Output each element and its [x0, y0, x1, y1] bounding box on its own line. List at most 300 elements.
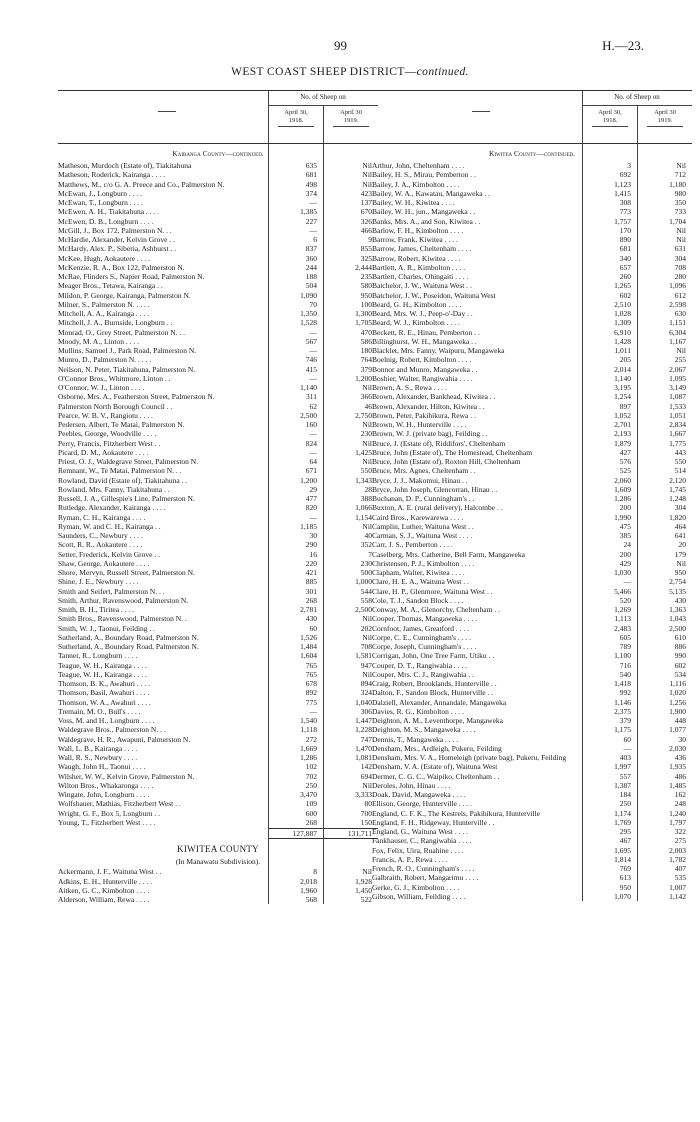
sheep-1919: 1,066 — [355, 503, 372, 513]
sheep-1919: 280 — [674, 272, 686, 281]
sheep-1918: — — [309, 198, 317, 207]
sheep-1918: 702 — [305, 771, 317, 781]
sheep-1918: 1,960 — [300, 885, 317, 895]
sheep-1918: 6 — [313, 235, 317, 244]
sheep-1919: 379 — [360, 364, 372, 374]
table-row — [58, 411, 378, 420]
sheep-1919: 470 — [360, 327, 372, 337]
table-row — [58, 466, 378, 475]
table-row — [58, 725, 378, 734]
table-row — [372, 846, 692, 855]
owner-name: Thomson, W. A., Awahuri . . . . — [58, 697, 151, 707]
table-row — [372, 226, 692, 235]
owner-name: Barlow, F. H., Kimbolton . . . . — [372, 225, 464, 235]
owner-name: Adkins, E. H., Hunterville . . . . — [58, 876, 152, 886]
sheep-1919: 2,030 — [669, 743, 686, 753]
table-row — [58, 429, 378, 438]
sheep-1919: Nil — [362, 669, 372, 679]
owner-name: Mitchell, A. A., Kairanga . . . . — [58, 309, 150, 318]
owner-name: Setter, Frederick, Kelvin Grove . . — [58, 549, 160, 559]
owner-name: Peebles, George, Woodville . . . . — [58, 429, 157, 439]
owner-name: Neilson, N. Peter, Tiakitahuna, Palmerston N. — [58, 364, 196, 374]
owner-name: Matheson, Roderick, Kairanga . . . . — [58, 170, 166, 180]
table-row — [58, 550, 378, 559]
sheep-1919: 1,705 — [355, 318, 372, 328]
section-heading-kiwitea: KIWITEA COUNTY — [177, 844, 259, 855]
table-row — [372, 744, 692, 753]
table-row — [58, 707, 378, 716]
sheep-1918: — — [309, 706, 317, 716]
sheep-1919: 137 — [360, 198, 372, 207]
sheep-1918: 1,174 — [614, 808, 631, 818]
owner-name: Bryce, John Joseph, Glencorran, Hinau . . — [372, 484, 498, 494]
sheep-1918: 1,185 — [300, 521, 317, 531]
table-row — [372, 494, 692, 503]
sheep-1919: 1,116 — [669, 679, 686, 688]
sheep-1918: 467 — [619, 836, 631, 846]
sheep-1919: 142 — [360, 762, 372, 772]
table-row — [58, 207, 378, 216]
sheep-1919: 5,135 — [669, 586, 686, 596]
sheep-1919: 304 — [674, 503, 686, 513]
owner-name: Brown, Peter, Pakihikura, Rewa . . — [372, 410, 476, 420]
table-row — [372, 605, 692, 614]
owner-name: Matheson, Murdoch (Estate of), Tiakitahuna — [58, 161, 192, 170]
sheep-1919: 1,007 — [669, 882, 686, 892]
sheep-1919: 443 — [674, 447, 686, 457]
owner-name: Pedersen, Albert, Te Matai, Palmerston N. — [58, 420, 185, 429]
sheep-1919: 1,485 — [669, 780, 686, 790]
table-row — [372, 235, 692, 244]
table-row — [372, 346, 692, 355]
owner-name: Fankhauser, C., Rangiwahia . . . . — [372, 836, 472, 846]
owner-name: McKenzie, R. A., Box 122, Palmerston N. — [58, 262, 185, 272]
sheep-1919: 325 — [360, 253, 372, 263]
table-row — [58, 587, 378, 596]
sheep-1919: 631 — [674, 244, 686, 254]
owner-name: Shaw, George, Aokautere . . . . — [58, 558, 150, 568]
owner-name: Aitken, G. C., Kimbolton . . . . — [58, 885, 150, 895]
owner-name: Densham, V. A. (Estate of), Waituna West — [372, 762, 498, 772]
table-row — [58, 420, 378, 429]
sheep-1918: 2,701 — [614, 420, 631, 429]
sheep-1919: 1,667 — [669, 429, 686, 439]
sheep-1919: 100 — [360, 299, 372, 309]
sheep-1919: 2,067 — [669, 364, 686, 374]
sheep-1918: — — [309, 512, 317, 522]
sheep-1919: Nil — [362, 383, 372, 392]
sheep-1918: 260 — [619, 272, 631, 281]
owner-name: Rowland, David (Estate of), Tiakitahuna . . — [58, 475, 188, 485]
sheep-1919: 2,500 — [355, 605, 372, 614]
table-row — [372, 328, 692, 337]
sheep-1918: — — [623, 577, 631, 587]
page-title — [0, 66, 700, 78]
sheep-1919: 2,598 — [669, 299, 686, 309]
table-row — [372, 688, 692, 697]
owner-name: Gerke, G. J., Kimbolton . . . . — [372, 882, 460, 892]
owner-name: Bailey, W. A., Kawatau, Mangaweka . . — [372, 188, 491, 198]
sheep-1919: 1,151 — [669, 318, 686, 328]
owner-name: Monrad, O., Grey Street, Palmerston N. . . — [58, 327, 186, 337]
owner-name: Bruce, John (Estate of), Roxton Hill, Cheltenham — [372, 457, 521, 466]
sheep-1918: 170 — [619, 225, 631, 235]
sheep-1918: 1,990 — [614, 512, 631, 522]
sheep-1918: 635 — [305, 161, 317, 170]
table-row — [372, 429, 692, 438]
table-row — [58, 661, 378, 670]
sheep-1918: 184 — [619, 790, 631, 799]
sheep-1919: 1,300 — [355, 309, 372, 318]
sheep-1919: Nil — [362, 438, 372, 448]
sheep-1918: 374 — [305, 188, 317, 198]
sheep-1919: 430 — [674, 595, 686, 605]
owner-name: McKee, Hugh, Aokautere . . . . — [58, 253, 151, 263]
sheep-1918: 16 — [309, 549, 317, 559]
owner-name: Perry, Francis, Fitzherbert West . . — [58, 438, 161, 448]
owner-name: Camplin, Luther, Waituna West . . — [372, 521, 474, 531]
table-row — [58, 886, 378, 895]
sheep-1919: 1,180 — [669, 179, 686, 189]
table-row — [372, 855, 692, 864]
sheep-1919: Nil — [676, 161, 686, 170]
owner-name: Dalton, F., Sandon Block, Hunterville . . — [372, 688, 494, 698]
sheep-1919: 3,333 — [355, 790, 372, 799]
sheep-1919: 1,200 — [355, 373, 372, 383]
sheep-1918: 220 — [305, 558, 317, 568]
owner-name: Gibson, William, Feilding . . . . — [372, 891, 466, 901]
sheep-1918: 385 — [619, 531, 631, 540]
owner-name: Waldegrave, H. R., Awapuni, Palmerston N. — [58, 734, 191, 744]
table-row — [58, 744, 378, 753]
sheep-on-header: No. of Sheep on — [582, 93, 692, 106]
sheep-1918: 1,175 — [614, 725, 631, 735]
table-row — [372, 355, 692, 364]
owner-name: Davies, R. G., Kimbolton . . . . — [372, 706, 464, 716]
sheep-1918: 30 — [309, 531, 317, 540]
sheep-1918: 1,028 — [614, 309, 631, 318]
owner-name: Tremain, M. O., Bull's . . . . — [58, 706, 141, 716]
sheep-1918: 1,309 — [614, 318, 631, 328]
sheep-1918: 311 — [306, 392, 317, 402]
sheep-1918: 1,200 — [300, 475, 317, 485]
owner-name: Brown, W. J. (private bag), Feilding . . — [372, 429, 488, 439]
owner-name: Smith and Seifert, Palmerston N. . . — [58, 586, 165, 596]
table-row — [58, 402, 378, 411]
owner-name: Palmerston North Borough Council . . — [58, 401, 173, 411]
header-1919: April 30 1919. — [324, 109, 378, 127]
table-row — [58, 337, 378, 346]
owner-name: Smith, B. H., Tiritea . . . . — [58, 605, 135, 614]
sheep-1919: 324 — [360, 688, 372, 698]
table-row — [58, 374, 378, 383]
owner-name: Densham, Mrs. V. A., Homeleigh (private bag), Pukeru, Feilding — [372, 753, 567, 762]
sheep-1918: 678 — [305, 679, 317, 688]
sheep-1918: 295 — [619, 827, 631, 836]
owner-name: Caselberg, Mrs. Catherine, Bell Farm, Mangaweka — [372, 549, 525, 559]
sheep-1919: 602 — [674, 660, 686, 670]
sheep-1918: 272 — [305, 734, 317, 744]
sheep-1919: 1,020 — [669, 688, 686, 698]
right-table-body — [372, 144, 692, 901]
table-row — [372, 513, 692, 522]
sheep-1919: 980 — [674, 188, 686, 198]
sheep-1919: 886 — [674, 642, 686, 651]
sheep-1918: 1,997 — [614, 762, 631, 772]
sheep-1918: 60 — [623, 734, 631, 744]
sheep-1918: 1,540 — [300, 716, 317, 725]
table-row — [372, 485, 692, 494]
sheep-1919: 2,444 — [355, 262, 372, 272]
table-row — [58, 642, 378, 651]
sheep-1918: 5,466 — [614, 586, 631, 596]
sheep-1918: 2,060 — [614, 475, 631, 485]
table-row — [58, 716, 378, 725]
left-table-body — [58, 144, 378, 904]
table-row — [58, 596, 378, 605]
owner-name: Waugh, John H., Taonui . . . . — [58, 762, 146, 772]
sheep-1919: 500 — [360, 568, 372, 577]
sheep-1919: 179 — [674, 549, 686, 559]
sheep-1918: 1,146 — [614, 697, 631, 707]
sheep-1919: 464 — [674, 521, 686, 531]
table-row — [372, 170, 692, 179]
owner-name: Bailey, W. H., Kiwitea . . . . — [372, 198, 455, 207]
sheep-1918: 681 — [305, 170, 317, 180]
owner-name: Alderson, William, Rewa . . . . — [58, 895, 150, 904]
table-row — [58, 281, 378, 290]
sheep-1918: 1,052 — [614, 410, 631, 420]
owner-name: Bailey, W. H., jun., Mangaweka . . — [372, 207, 476, 217]
owner-name: Boelnig, Robert, Kimbolton . . . . — [372, 355, 472, 365]
owner-name: McEwen, D. B., Longburn . . . . — [58, 216, 154, 226]
sheep-1919: Nil — [676, 558, 686, 568]
owner-name: Moody, M. A., Linton . . . . — [58, 336, 139, 346]
table-row — [58, 476, 378, 485]
table-row — [372, 892, 692, 901]
sheep-1918: 200 — [619, 549, 631, 559]
owner-name: Shine, J. E., Newbury . . . . — [58, 577, 139, 587]
sheep-1918: 746 — [305, 355, 317, 365]
sheep-1918: 765 — [305, 660, 317, 670]
section-heading: Kiwitea County—continued. — [488, 149, 576, 158]
header-1918: April 30, 1918. — [269, 109, 323, 127]
table-row — [372, 448, 692, 457]
table-row — [58, 790, 378, 799]
table-row — [58, 781, 378, 790]
sheep-1918: 102 — [305, 762, 317, 772]
sheep-1918: 1,604 — [300, 651, 317, 661]
sheep-1918: 769 — [619, 864, 631, 873]
table-row — [58, 309, 378, 318]
owner-name: Bartlett, Charles, Ohingaiti . . . . — [372, 272, 469, 281]
sheep-1918: 600 — [305, 808, 317, 818]
sheep-1918: 290 — [305, 540, 317, 550]
sheep-1919: 2,750 — [355, 410, 372, 420]
sheep-1918: 64 — [309, 457, 317, 466]
owner-name: Saunders, C., Newbury . . . . — [58, 531, 143, 540]
table-row — [58, 346, 378, 355]
table-row — [372, 457, 692, 466]
owner-name: Barrow, James, Cheltenham . . . . — [372, 244, 472, 254]
sheep-1919: Nil — [676, 346, 686, 355]
sheep-1918: 1,140 — [614, 373, 631, 383]
owner-name: Munro, D., Palmerston N. . . . . — [58, 355, 152, 365]
sheep-1919: 535 — [674, 873, 686, 883]
table-row — [58, 670, 378, 679]
sheep-1918: 671 — [305, 466, 317, 476]
sheep-1919: 1,043 — [669, 614, 686, 624]
sheep-1918: 188 — [305, 272, 317, 281]
owner-name: Young, T., Fitzherbert West . . . . — [58, 817, 156, 827]
table-row — [372, 189, 692, 198]
sheep-1918: 2,483 — [614, 623, 631, 633]
sheep-1918: 3,470 — [300, 790, 317, 799]
table-row — [372, 762, 692, 771]
sheep-1918: 205 — [619, 355, 631, 365]
owner-name: Cooper, Thomas, Mangaweka . . . . — [372, 614, 477, 624]
sheep-1918: 1,669 — [300, 743, 317, 753]
table-row — [58, 818, 378, 827]
sheep-1919: 580 — [360, 281, 372, 291]
table-row — [58, 226, 378, 235]
table-row — [372, 402, 692, 411]
sheep-1919: 2,834 — [669, 420, 686, 429]
sheep-1919: 1,167 — [669, 336, 686, 346]
sheep-1918: — — [309, 373, 317, 383]
table-row — [58, 170, 378, 179]
table-row — [58, 753, 378, 762]
table-row — [372, 522, 692, 531]
owner-name: Thomson, B. K., Awahuri . . . . — [58, 679, 151, 688]
sheep-1919: 1,363 — [669, 605, 686, 614]
sheep-1919: 950 — [674, 568, 686, 577]
sheep-1918: 308 — [619, 198, 631, 207]
table-row — [58, 799, 378, 808]
owner-name: McEwen, A. H., Tiakitahuna . . . . — [58, 207, 160, 217]
sheep-1918: 3,195 — [614, 383, 631, 392]
sheep-1919: 486 — [674, 771, 686, 781]
owner-name: Corpe, Joseph, Cunningham's . . . . — [372, 642, 477, 651]
sheep-1919: 855 — [360, 244, 372, 254]
owner-name: Ackermann, J. F., Waituna West . . — [58, 867, 162, 877]
owner-name: Corrigan, John, One Tree Farm, Utiku . . — [372, 651, 495, 661]
sheep-1919: 1,343 — [355, 475, 372, 485]
sheep-1919: Nil — [362, 521, 372, 531]
table-row — [58, 244, 378, 253]
sheep-1919: 1,470 — [355, 743, 372, 753]
sheep-1919: 423 — [360, 188, 372, 198]
table-row — [58, 614, 378, 623]
table-row — [372, 670, 692, 679]
owner-name: Shore, Mervyn, Russell Street, Palmerston N. — [58, 568, 195, 577]
table-row — [372, 383, 692, 392]
owner-name: Voss, M. and H., Longburn . . . . — [58, 716, 155, 725]
sheep-1919: 1,256 — [669, 697, 686, 707]
sheep-1918: — — [309, 225, 317, 235]
owner-name: Christensen, P. J., Kimbolton . . . . — [372, 558, 475, 568]
table-row — [372, 161, 692, 170]
sheep-1918: 892 — [305, 688, 317, 698]
sheep-1918: 429 — [619, 558, 631, 568]
sheep-1919: Nil — [362, 867, 372, 877]
table-row — [372, 679, 692, 688]
table-row — [372, 781, 692, 790]
sheep-1918: 498 — [305, 179, 317, 189]
sheep-1919: 304 — [674, 253, 686, 263]
owner-name: Wright, G. F., Box 5, Longburn . . — [58, 808, 161, 818]
sheep-1919: 630 — [674, 309, 686, 318]
sheep-1918: 2,193 — [614, 429, 631, 439]
table-row — [58, 762, 378, 771]
sheep-1918: 1,385 — [300, 207, 317, 217]
sheep-1918: 250 — [619, 799, 631, 809]
owner-name: Meager Bros., Tetawa, Kairanga . . — [58, 281, 163, 291]
sheep-1918: 421 — [305, 568, 317, 577]
sheep-1918: — — [309, 327, 317, 337]
sheep-1918: 1,415 — [614, 188, 631, 198]
sheep-1919: 2,754 — [669, 577, 686, 587]
owner-name: Beard, Mrs. W. J., Peep-o'-Day . . — [372, 309, 473, 318]
owner-name: Bruce, J. (Estate of), Riddifors', Cheltenham — [372, 438, 506, 448]
owner-name: Bonnor and Munro, Mangaweka . . — [372, 364, 478, 374]
sheep-1919: 275 — [674, 836, 686, 846]
sheep-1919: 436 — [674, 753, 686, 762]
owner-name: Beard, W. J., Kimbolton . . . . — [372, 318, 460, 328]
sheep-1918: 29 — [309, 484, 317, 494]
sheep-1919: Nil — [362, 420, 372, 429]
sheep-1919: 1,900 — [669, 706, 686, 716]
table-row — [58, 318, 378, 327]
owner-name: Bruce, John (Estate of), The Homestead, Cheltenham — [372, 447, 533, 457]
sheep-1919: 255 — [674, 355, 686, 365]
owner-name: Carman, S. J., Waituna West . . . . — [372, 531, 473, 540]
table-row — [58, 328, 378, 337]
table-row — [372, 614, 692, 623]
sheep-1918: 200 — [619, 503, 631, 513]
sheep-1918: — — [309, 429, 317, 439]
sheep-1918: 716 — [619, 660, 631, 670]
sheep-1918: 1,286 — [614, 494, 631, 503]
table-row — [58, 809, 378, 818]
owner-name: Bartlett, A. R., Kimbolton . . . . — [372, 262, 466, 272]
table-row — [372, 725, 692, 734]
table-row — [372, 735, 692, 744]
sheep-1918: 475 — [619, 521, 631, 531]
sheep-1919: 1,095 — [669, 373, 686, 383]
owner-name: Rowland, Mrs. Fanny, Tiakitahuna . . — [58, 484, 170, 494]
owner-name: Densham, Mrs., Ardleigh, Pukeru, Feilding — [372, 743, 502, 753]
owner-name: Clapham, Walter, Kiwitea . . . . — [372, 568, 465, 577]
owner-name: Ryman, W. and C. H., Kairanga . . — [58, 521, 161, 531]
sheep-1918: 1,695 — [614, 845, 631, 855]
sheep-1919: 534 — [674, 669, 686, 679]
owner-name: Wall, R. S., Newbury . . . . — [58, 753, 138, 762]
sheep-1919: 466 — [360, 225, 372, 235]
table-row — [372, 392, 692, 401]
sheep-1919: 712 — [674, 170, 686, 180]
owner-name: McHardie, Alexander, Kelvin Grove . . — [58, 235, 175, 244]
sheep-1919: 150 — [360, 817, 372, 827]
sheep-1919: 326 — [360, 216, 372, 226]
sheep-1919: 550 — [360, 466, 372, 476]
table-row — [372, 411, 692, 420]
sheep-1919: 1,797 — [669, 817, 686, 827]
table-row — [372, 716, 692, 725]
owner-name: Mildon, P. George, Kairanga, Palmerston N. — [58, 290, 191, 300]
table-row — [372, 309, 692, 318]
sheep-1918: 24 — [623, 540, 631, 550]
